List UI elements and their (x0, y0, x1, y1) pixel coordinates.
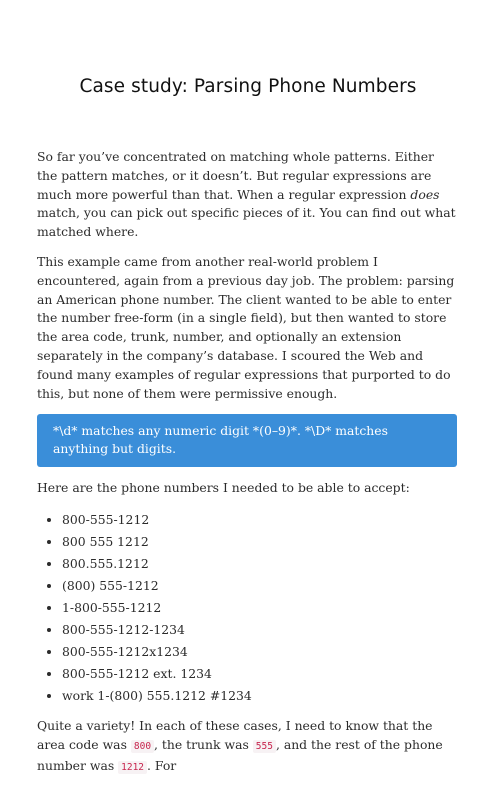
closing-text-1: Quite a variety! In each of these cases, I need to know that the area code was (37, 718, 433, 752)
list-item: • 800-555-1212 ext. 1234 (62, 663, 457, 685)
article-body (37, 148, 457, 789)
p1-text-before: So far you’ve concentrated on matching whole patterns. Either the pattern matches, or it doesn’t. But regular expressions are much more powerful than that. When a regular expression (37, 149, 434, 202)
list-item: • 800 555 1212 (62, 531, 457, 553)
tip-callout: *\d* matches any numeric digit *(0–9)*. *\D* matches anything but digits. (37, 414, 457, 467)
list-item: • 800.555.1212 (62, 553, 457, 575)
area-code-snippet: 800 (131, 740, 154, 753)
page-title: Case study: Parsing Phone Numbers (79, 76, 417, 97)
trunk-snippet: 555 (253, 740, 276, 753)
closing-text-4: . For (147, 757, 177, 773)
list-intro: Here are the phone numbers I needed to be able to accept: (37, 480, 410, 496)
list-item: • (800) 555-1212 (62, 575, 457, 597)
intro-paragraph-1 (37, 148, 457, 242)
list-item: • 1-800-555-1212 (62, 597, 457, 619)
list-item: • 800-555-1212 (62, 509, 457, 531)
p1-text-after: match, you can pick out specific pieces of it. You can find out what matched where. (37, 205, 456, 240)
number-snippet: 1212 (118, 761, 147, 774)
closing-paragraph (37, 717, 457, 777)
closing-text-3: , and the rest of the phone number was (37, 736, 443, 773)
phone-number-list (37, 509, 457, 707)
closing-text-2: , the trunk was (154, 736, 253, 752)
intro-paragraph-2: This example came from another real-world problem I encountered, again from a previous day job. The problem: parsing an American phone number. The client wanted to be able to enter the number free-form (in a single field), but then wanted to store the area code, trunk, number, and optionally an extension separately in the company’s database. I scoured the Web and found many examples of regular expressions that purported to do this, but none of them were permissive enough. (37, 253, 455, 401)
list-item: • work 1-(800) 555.1212 #1234 (62, 685, 457, 707)
list-item: • 800-555-1212-1234 (62, 619, 457, 641)
p1-emphasis: does (410, 186, 440, 202)
list-item: • 800-555-1212x1234 (62, 641, 457, 663)
